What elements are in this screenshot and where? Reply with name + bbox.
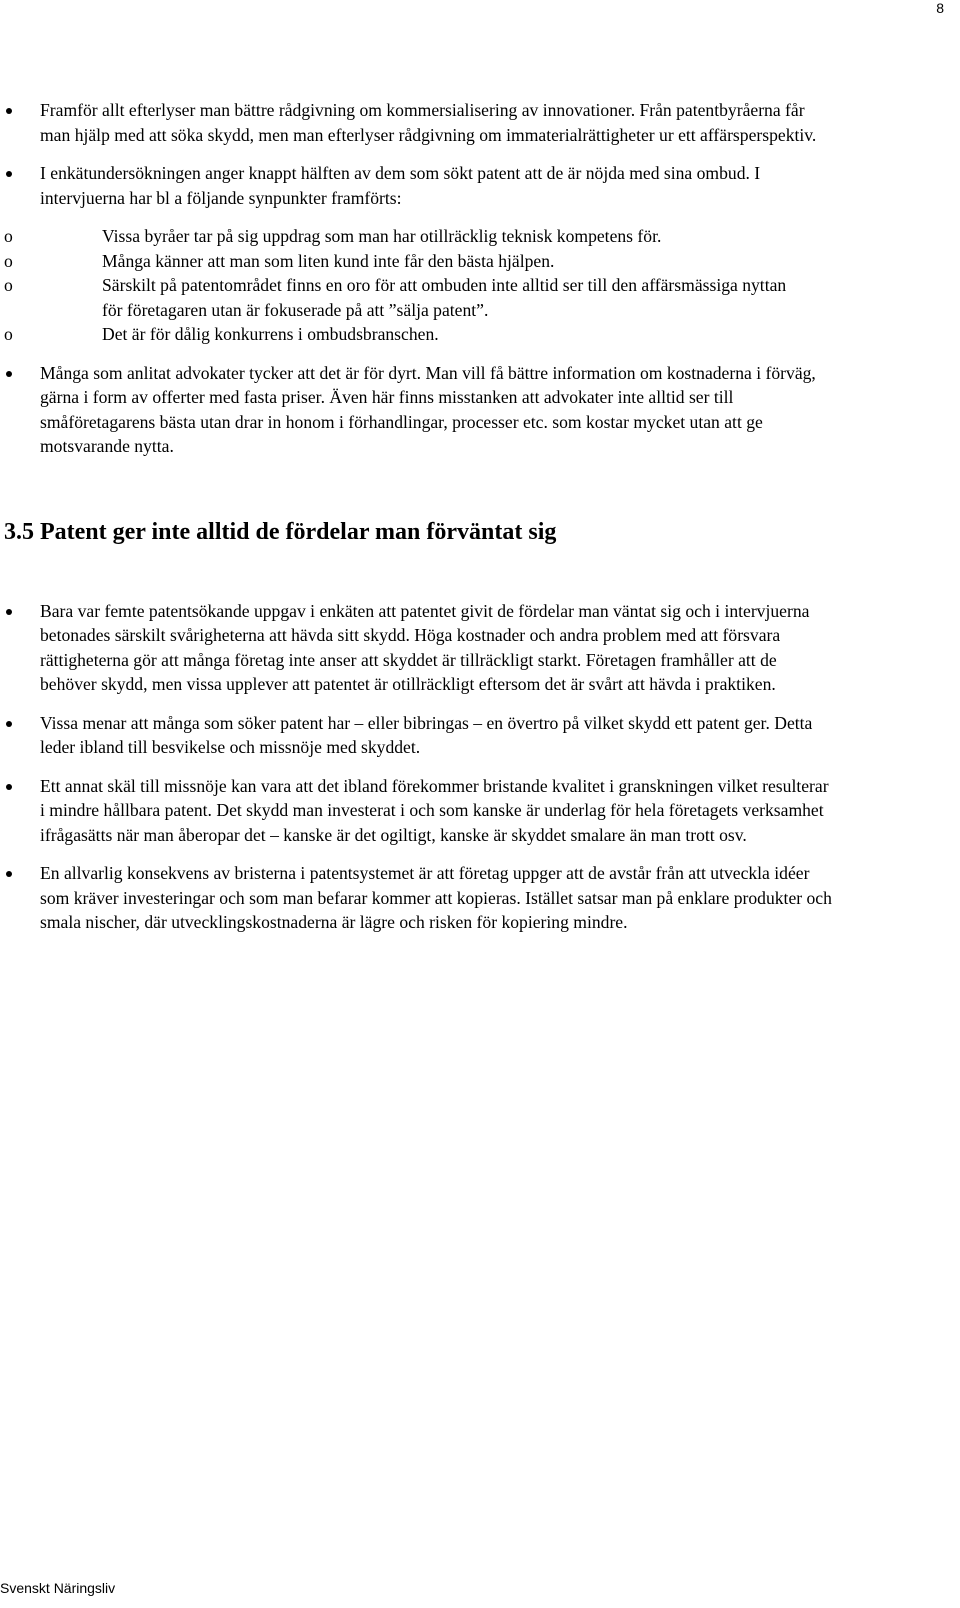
bullet-icon: [6, 609, 12, 615]
document-body: [0, 98, 960, 949]
sub-list: [0, 224, 832, 347]
bullet-text: En allvarlig konsekvens av bristerna i patentsystemet är att företag uppger att de avstår från att utveckla idéer som kräver investeringar och som man befarar kommer att kopieras. Istället satsar man på enklare produkter och smala nischer, där utvecklingskostnaderna är lägre och risken för kopiering mindre.: [40, 863, 832, 932]
bullet-item: [0, 98, 832, 147]
bullet-text: Bara var femte patentsökande uppgav i enkäten att patentet givit de fördelar man väntat sig och i intervjuerna betonades särskilt svårigheterna att hävda sitt skydd. Höga kostnader och andra problem med att försvara rättigheterna gör att många företag inte anser att skyddet är tillräckligt starkt. Företagen framhåller att de behöver skydd, men vissa upplever att patentet är otillräckligt eftersom det är svårt att hävda i praktiken.: [40, 600, 810, 694]
bullet-text: Många som anlitat advokater tycker att det är för dyrt. Man vill få bättre information om kostnaderna i förväg, gärna i form av offerter med fasta priser. Även här finns misstanken att advokater inte alltid ser till småföretagarens bästa utan drar in honom i förhandlingar, processer etc. som kostar mycket utan att ge motsvarande nytta.: [40, 362, 816, 456]
bullet-item: [0, 361, 832, 459]
bullet-item: [0, 774, 832, 848]
bullet-text: I enkätundersökningen anger knappt hälften av dem som sökt patent att de är nöjda med sina ombud. I intervjuerna har bl a följande synpunkter framförts:: [40, 163, 761, 208]
sub-list-item: [0, 273, 802, 322]
bullet-icon: [6, 171, 12, 177]
sub-item-text: Vissa byråer tar på sig uppdrag som man har otillräcklig teknisk kompetens för.: [102, 226, 662, 246]
section-title: Patent ger inte alltid de fördelar man förväntat sig: [40, 518, 557, 545]
sub-list-item: [0, 224, 802, 249]
bullet-item: [0, 711, 832, 760]
sub-item-text: Särskilt på patentområdet finns en oro för att ombuden inte alltid ser till den affärsmässiga nyttan för företagaren utan är fokuserade på att ”sälja patent”.: [102, 275, 787, 320]
circle-bullet-icon: o: [4, 275, 13, 295]
bullet-item: [0, 599, 832, 697]
section-heading: [0, 517, 960, 547]
sub-list-item: [0, 249, 802, 274]
circle-bullet-icon: o: [4, 324, 13, 344]
bullet-text: Vissa menar att många som söker patent har – eller bibringas – en övertro på vilket skydd ett patent ger. Detta leder ibland till besvikelse och missnöje med skyddet.: [40, 712, 813, 757]
footer-publisher: Svenskt Näringsliv: [0, 1580, 116, 1596]
bullet-icon: [6, 871, 12, 877]
bullet-icon: [6, 371, 12, 377]
bullet-text: Framför allt efterlyser man bättre rådgivning om kommersialisering av innovationer. Från patentbyråerna får man hjälp med att söka skydd, men man efterlyser rådgivning om immaterialrättigheter ur ett affärsperspektiv.: [40, 100, 817, 145]
sub-item-text: Många känner att man som liten kund inte får den bästa hjälpen.: [102, 250, 555, 271]
page-number: 8: [936, 0, 944, 16]
bullet-icon: [6, 784, 12, 790]
bullet-item: [0, 861, 832, 935]
section-number: 3.5: [4, 518, 34, 545]
circle-bullet-icon: o: [4, 250, 13, 271]
bullet-item: [0, 161, 832, 347]
bullet-icon: [6, 721, 12, 727]
bullet-text: Ett annat skäl till missnöje kan vara att det ibland förekommer bristande kvalitet i granskningen vilket resulterar i mindre hållbara patent. Det skydd man investerat i och som kanske är underlag för hela företagets verksamhet ifrågasätts när man åberopar det – kanske är det ogiltigt, kanske är skyddet smalare än man trott osv.: [40, 775, 829, 845]
circle-bullet-icon: o: [4, 226, 13, 246]
sub-list-item: [0, 322, 802, 347]
bullet-icon: [6, 108, 12, 114]
sub-item-text: Det är för dålig konkurrens i ombudsbranschen.: [102, 324, 439, 344]
